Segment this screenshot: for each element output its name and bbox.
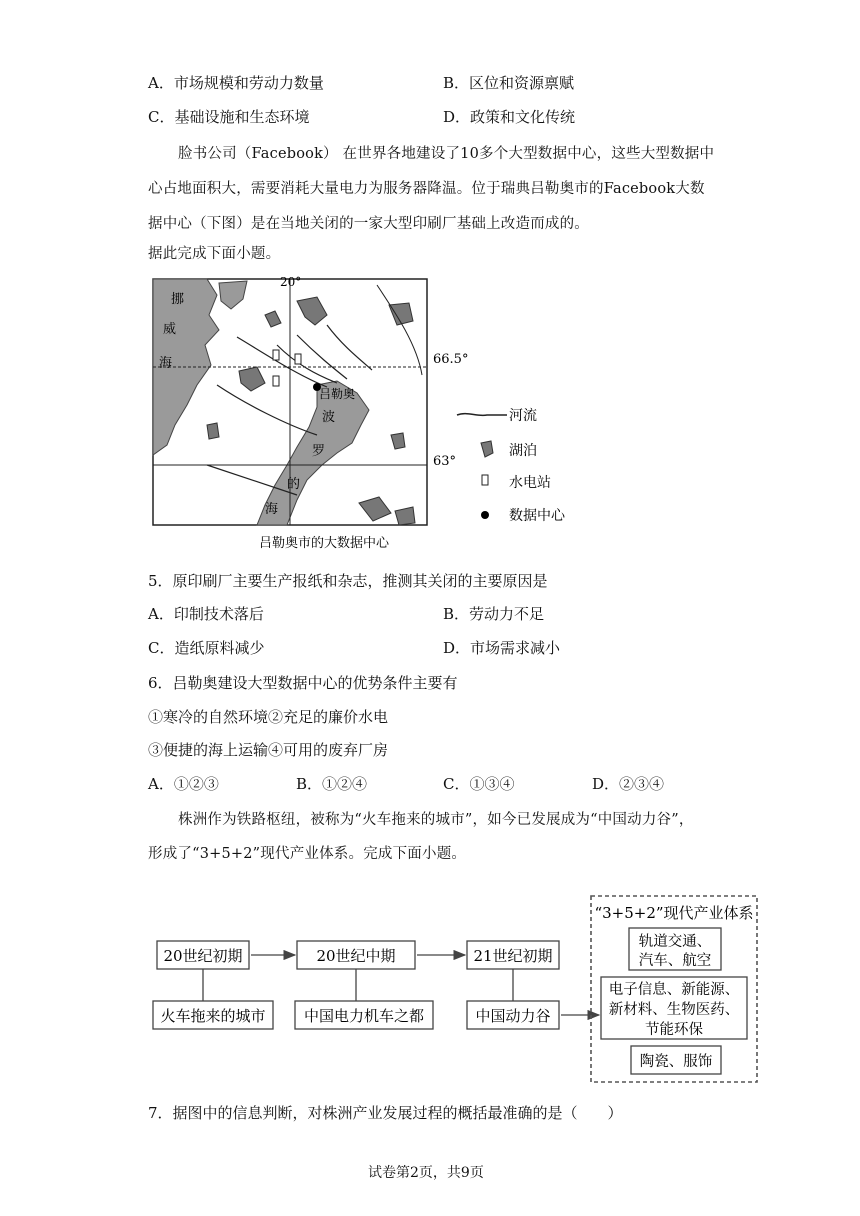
sea-left-char-3: 海 xyxy=(159,356,173,371)
flow-svg xyxy=(145,888,765,1088)
q4-option-a: A．市场规模和劳动力数量 xyxy=(148,74,324,92)
intro1-line1: 脸书公司（Facebook） 在世界各地建设了10多个大型数据中心，这些大型数据中 xyxy=(178,146,715,162)
q6-option-d: D．②③④ xyxy=(592,775,665,793)
q5-stem: 5．原印刷厂主要生产报纸和杂志，推测其关闭的主要原因是 xyxy=(148,572,548,590)
q6-line1: ①寒冷的自然环境②充足的廉价水电 xyxy=(148,708,389,726)
intro2-line1: 株洲作为铁路枢纽，被称为“火车拖来的城市”，如今已发展成为“中国动力谷”， xyxy=(178,812,694,828)
gulf-char-1: 波 xyxy=(322,410,336,425)
period2-label: 20世纪中期 xyxy=(316,947,396,965)
q5-option-c: C．造纸原料减少 xyxy=(148,639,265,657)
q4-option-c: C．基础设施和生态环境 xyxy=(148,108,310,126)
longitude-label: 20° xyxy=(280,275,302,289)
gulf-char-3: 的 xyxy=(287,477,301,492)
period3-label: 21世纪初期 xyxy=(473,947,553,965)
q5-option-b: B．劳动力不足 xyxy=(443,605,545,623)
hydro-station-icon xyxy=(273,376,279,386)
intro2-line2: 形成了“3+5+2”现代产业体系。完成下面小题。 xyxy=(148,846,467,862)
group2-line1: 电子信息、新能源、 xyxy=(608,982,740,998)
latitude-label-2: 63° xyxy=(433,454,457,469)
system-title: “3+5+2”现代产业体系 xyxy=(594,904,754,922)
lake-shape xyxy=(207,423,219,439)
group1-line1: 轨道交通、 xyxy=(638,934,712,950)
gulf-char-4: 海 xyxy=(265,502,279,517)
legend-lake-icon xyxy=(481,441,493,457)
q6-option-c: C．①③④ xyxy=(443,775,515,793)
intro1-line3: 据中心（下图）是在当地关闭的一家大型印刷厂基础上改造而成的。 xyxy=(148,216,589,232)
name3-label: 中国动力谷 xyxy=(475,1007,551,1025)
legend-lake-label: 湖泊 xyxy=(509,443,537,459)
intro1-line4: 据此完成下面小题。 xyxy=(148,246,281,262)
industry-flow-diagram xyxy=(145,888,765,1088)
latitude-label-1: 66.5° xyxy=(433,352,469,367)
page-footer: 试卷第2页，共9页 xyxy=(368,1165,484,1181)
q6-option-b: B．①②④ xyxy=(296,775,368,793)
hydro-station-icon xyxy=(273,350,279,360)
q5-option-d: D．市场需求减小 xyxy=(443,639,561,657)
q6-stem: 6．吕勒奥建设大型数据中心的优势条件主要有 xyxy=(148,674,458,692)
name2-label: 中国电力机车之都 xyxy=(303,1007,425,1025)
q4-option-d: D．政策和文化传统 xyxy=(443,108,576,126)
group2-line3: 节能环保 xyxy=(645,1022,703,1038)
map-figure xyxy=(147,275,577,555)
map-svg xyxy=(147,275,577,555)
gulf-char-2: 罗 xyxy=(312,444,326,459)
legend-river-icon xyxy=(457,414,507,416)
q7-stem: 7．据图中的信息判断，对株洲产业发展过程的概括最准确的是（ ） xyxy=(148,1104,623,1122)
map-caption: 吕勒奥市的大数据中心 xyxy=(259,536,390,551)
legend-river-label: 河流 xyxy=(509,408,537,424)
legend-datacenter-icon xyxy=(481,511,489,519)
city-label: 吕勒奥 xyxy=(319,387,356,401)
q6-option-a: A．①②③ xyxy=(148,775,219,793)
sea-left-char-1: 挪 xyxy=(171,292,185,307)
group1-line2: 汽车、航空 xyxy=(638,953,712,969)
period1-label: 20世纪初期 xyxy=(163,947,243,965)
legend-datacenter-label: 数据中心 xyxy=(509,508,565,524)
q6-line2: ③便捷的海上运输④可用的废弃厂房 xyxy=(148,741,389,759)
sea-left-char-2: 威 xyxy=(163,322,177,337)
q4-option-b: B．区位和资源禀赋 xyxy=(443,74,575,92)
legend-hydro-icon xyxy=(482,475,488,485)
hydro-station-icon xyxy=(295,354,301,364)
group2-line2: 新材料、生物医药、 xyxy=(608,1002,740,1018)
q5-option-a: A．印制技术落后 xyxy=(148,605,264,623)
group3-label: 陶瓷、服饰 xyxy=(639,1054,713,1070)
name1-label: 火车拖来的城市 xyxy=(160,1007,266,1025)
legend-hydro-label: 水电站 xyxy=(509,475,551,491)
intro1-line2: 心占地面积大，需要消耗大量电力为服务器降温。位于瑞典吕勒奥市的Facebook大数 xyxy=(148,181,705,197)
